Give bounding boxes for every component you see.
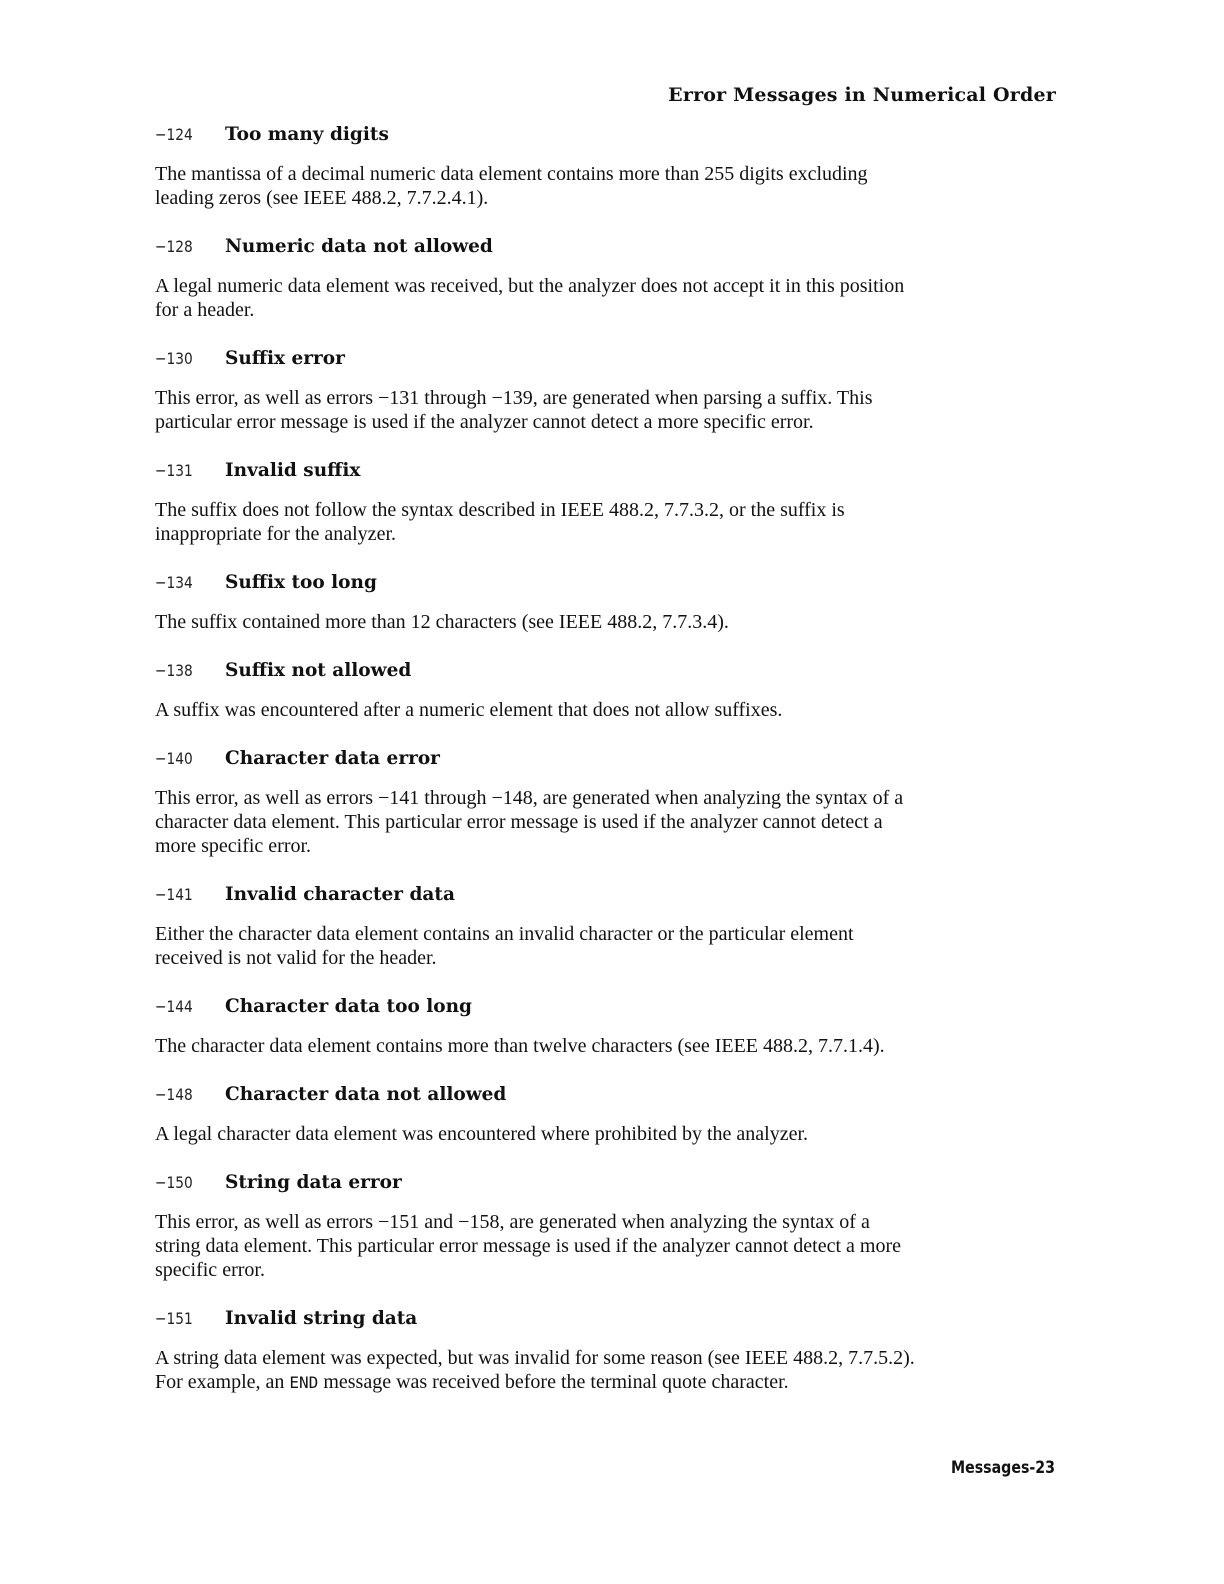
entry-heading xyxy=(155,348,1055,374)
page-number: Messages-23 xyxy=(950,1458,1055,1477)
error-code: −144 xyxy=(155,997,193,1016)
running-header: Error Messages in Numerical Order xyxy=(668,84,1056,106)
error-entry xyxy=(155,1084,1055,1146)
error-code: −128 xyxy=(155,237,193,256)
entry-heading xyxy=(155,460,1055,486)
error-title: Character data not allowed xyxy=(225,1084,507,1105)
error-entry xyxy=(155,348,1055,434)
error-description: Either the character data element contains an invalid character or the particular element received is not valid for the header. xyxy=(155,923,854,969)
error-description: This error, as well as errors −131 through −139, are generated when parsing a suffix. This particular error message is used if the analyzer cannot detect a more specific error. xyxy=(155,387,873,433)
error-code: −140 xyxy=(155,749,193,768)
error-code: −141 xyxy=(155,885,193,904)
error-list xyxy=(155,124,1055,1421)
error-entry xyxy=(155,1308,1055,1395)
entry-heading xyxy=(155,1308,1055,1334)
error-entry xyxy=(155,884,1055,970)
entry-heading xyxy=(155,1172,1055,1198)
error-entry xyxy=(155,996,1055,1058)
error-description: A legal numeric data element was received, but the analyzer does not accept it in this position for a header. xyxy=(155,275,905,321)
error-title: Character data error xyxy=(225,748,440,769)
error-code: −150 xyxy=(155,1173,193,1192)
entry-heading xyxy=(155,572,1055,598)
error-title: Suffix too long xyxy=(225,572,377,593)
error-description: The suffix does not follow the syntax described in IEEE 488.2, 7.7.3.2, or the suffix is inappropriate for the analyzer. xyxy=(155,499,845,545)
error-description: The mantissa of a decimal numeric data element contains more than 255 digits excluding leading zeros (see IEEE 488.2, 7.7.2.4.1). xyxy=(155,163,868,209)
error-title: String data error xyxy=(225,1172,402,1193)
error-entry xyxy=(155,572,1055,634)
error-description xyxy=(155,1346,1055,1395)
entry-heading xyxy=(155,236,1055,262)
error-title: Invalid string data xyxy=(225,1308,418,1329)
error-title: Invalid suffix xyxy=(225,460,361,481)
end-keyword: END xyxy=(289,1373,319,1392)
error-title: Character data too long xyxy=(225,996,472,1017)
error-code: −131 xyxy=(155,461,193,480)
entry-heading xyxy=(155,1084,1055,1110)
error-description: A legal character data element was encountered where prohibited by the analyzer. xyxy=(155,1123,809,1145)
entry-heading xyxy=(155,124,1055,150)
entry-heading xyxy=(155,660,1055,686)
error-code: −134 xyxy=(155,573,193,592)
error-title: Numeric data not allowed xyxy=(225,236,493,257)
error-entry xyxy=(155,660,1055,722)
error-title: Too many digits xyxy=(225,124,389,145)
error-code: −130 xyxy=(155,349,193,368)
error-description: The suffix contained more than 12 characters (see IEEE 488.2, 7.7.3.4). xyxy=(155,611,729,633)
error-title: Suffix not allowed xyxy=(225,660,412,681)
error-title: Invalid character data xyxy=(225,884,455,905)
entry-heading xyxy=(155,996,1055,1022)
error-code: −138 xyxy=(155,661,193,680)
entry-heading xyxy=(155,748,1055,774)
error-entry xyxy=(155,236,1055,322)
error-title: Suffix error xyxy=(225,348,345,369)
error-entry xyxy=(155,748,1055,858)
description-text: message was received before the terminal quote character. xyxy=(318,1371,789,1393)
error-entry xyxy=(155,1172,1055,1282)
entry-heading xyxy=(155,884,1055,910)
error-description: A suffix was encountered after a numeric element that does not allow suffixes. xyxy=(155,699,783,721)
error-code: −151 xyxy=(155,1309,193,1328)
error-code: −124 xyxy=(155,125,193,144)
error-description: This error, as well as errors −141 through −148, are generated when analyzing the syntax of a character data element. This particular error message is used if the analyzer cannot detect a more specific error. xyxy=(155,787,904,857)
error-entry xyxy=(155,460,1055,546)
error-description: This error, as well as errors −151 and −158, are generated when analyzing the syntax of a string data element. This particular error message is used if the analyzer cannot detect a more specific error. xyxy=(155,1211,901,1281)
error-entry xyxy=(155,124,1055,210)
error-code: −148 xyxy=(155,1085,193,1104)
description-text: A string data element was expected, but was invalid for some reason (see IEEE 488.2, 7.7.5.2). For example, an xyxy=(155,1347,915,1393)
error-description: The character data element contains more than twelve characters (see IEEE 488.2, 7.7.1.4). xyxy=(155,1035,885,1057)
